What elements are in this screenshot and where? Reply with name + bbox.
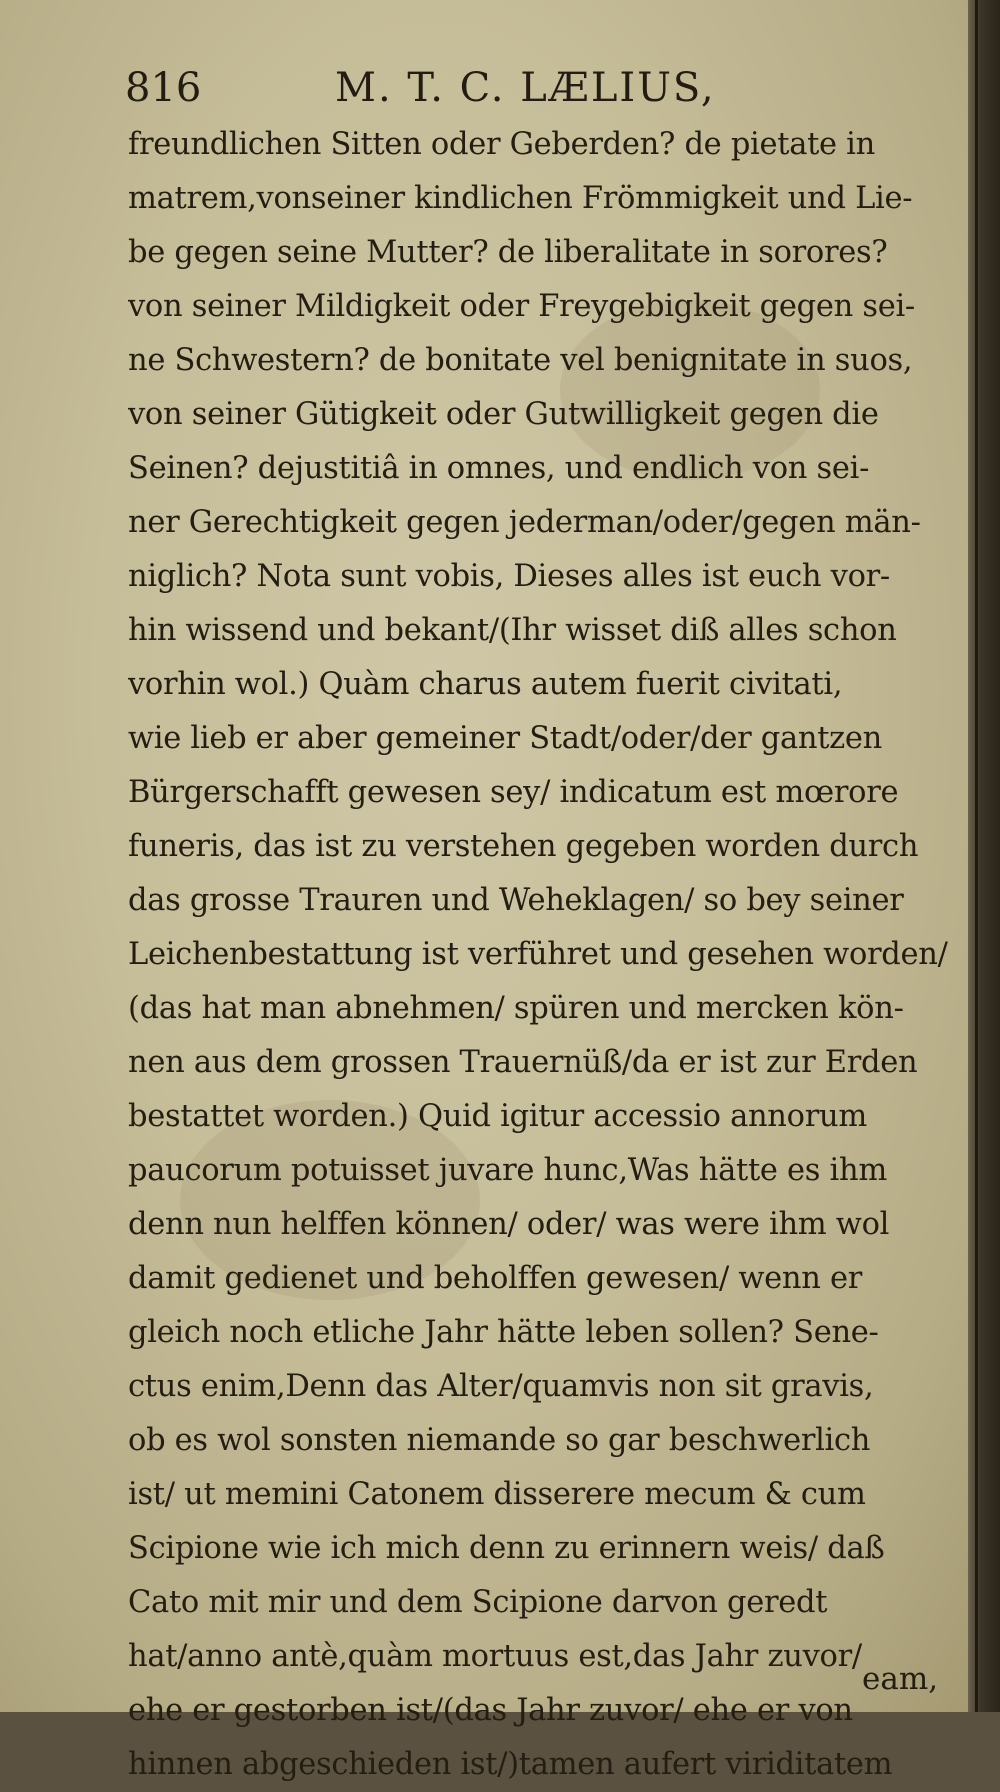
text-line: funeris, das ist zu verstehen gegeben worden durch <box>128 829 919 864</box>
text-line: ob es wol sonsten niemande so gar beschwerlich <box>128 1423 871 1458</box>
gutter-shadow-line <box>975 0 978 1712</box>
text-line: hinnen abgeschieden ist/)tamen aufert viriditatem <box>128 1747 893 1782</box>
text-line: gleich noch etliche Jahr hätte leben sollen? Sene- <box>128 1315 879 1350</box>
text-line: denn nun helffen können/ oder/ was were ihm wol <box>128 1207 890 1242</box>
text-line: hat/anno antè,quàm mortuus est,das Jahr zuvor/ <box>128 1639 862 1674</box>
text-line: (das hat man abnehmen/ spüren und mercken kön- <box>128 991 904 1026</box>
text-line: matrem,vonseiner kindlichen Frömmigkeit und Lie- <box>128 181 913 216</box>
text-line: Cato mit mir und dem Scipione darvon geredt <box>128 1585 828 1620</box>
body-text <box>128 118 948 1792</box>
text-line: be gegen seine Mutter? de liberalitate in sorores? <box>128 235 888 270</box>
text-line: Leichenbestattung ist verführet und gesehen worden/ <box>128 937 948 972</box>
text-line: ehe er gestorben ist/(das Jahr zuvor/ ehe er von <box>128 1693 853 1728</box>
running-head <box>125 58 845 118</box>
text-line: Scipione wie ich mich denn zu erinnern weis/ daß <box>128 1531 885 1566</box>
text-line: ne Schwestern? de bonitate vel benignitate in suos, <box>128 343 913 378</box>
text-line: ner Gerechtigkeit gegen jederman/oder/gegen män- <box>128 505 921 540</box>
text-line: Seinen? dejustitiâ in omnes, und endlich von sei- <box>128 451 870 486</box>
text-line: damit gedienet und beholffen gewesen/ wenn er <box>128 1261 863 1296</box>
page-number: 816 <box>125 65 202 111</box>
text-line: freundlichen Sitten oder Geberden? de pietate in <box>128 127 875 162</box>
text-line: ctus enim,Denn das Alter/quamvis non sit gravis, <box>128 1369 874 1404</box>
text-line: wie lieb er aber gemeiner Stadt/oder/der gantzen <box>128 721 883 756</box>
text-line: niglich? Nota sunt vobis, Dieses alles ist euch vor- <box>128 559 890 594</box>
running-title: M. T. C. LÆLIUS, <box>335 65 716 111</box>
text-line: bestattet worden.) Quid igitur accessio annorum <box>128 1099 867 1134</box>
text-line: paucorum potuisset juvare hunc,Was hätte es ihm <box>128 1153 887 1188</box>
text-line: nen aus dem grossen Trauernüß/da er ist zur Erden <box>128 1045 918 1080</box>
text-line: von seiner Mildigkeit oder Freygebigkeit gegen sei- <box>128 289 915 324</box>
catchword: eam, <box>862 1661 939 1697</box>
book-gutter <box>968 0 1000 1712</box>
text-line: vorhin wol.) Quàm charus autem fuerit civitati, <box>128 667 843 702</box>
text-line: das grosse Trauren und Weheklagen/ so bey seiner <box>128 883 904 918</box>
text-line: hin wissend und bekant/(Ihr wisset diß alles schon <box>128 613 897 648</box>
text-line: ist/ ut memini Catonem disserere mecum & cum <box>128 1477 866 1512</box>
text-line: Bürgerschafft gewesen sey/ indicatum est mœrore <box>128 775 899 810</box>
text-line: von seiner Gütigkeit oder Gutwilligkeit gegen die <box>128 397 879 432</box>
